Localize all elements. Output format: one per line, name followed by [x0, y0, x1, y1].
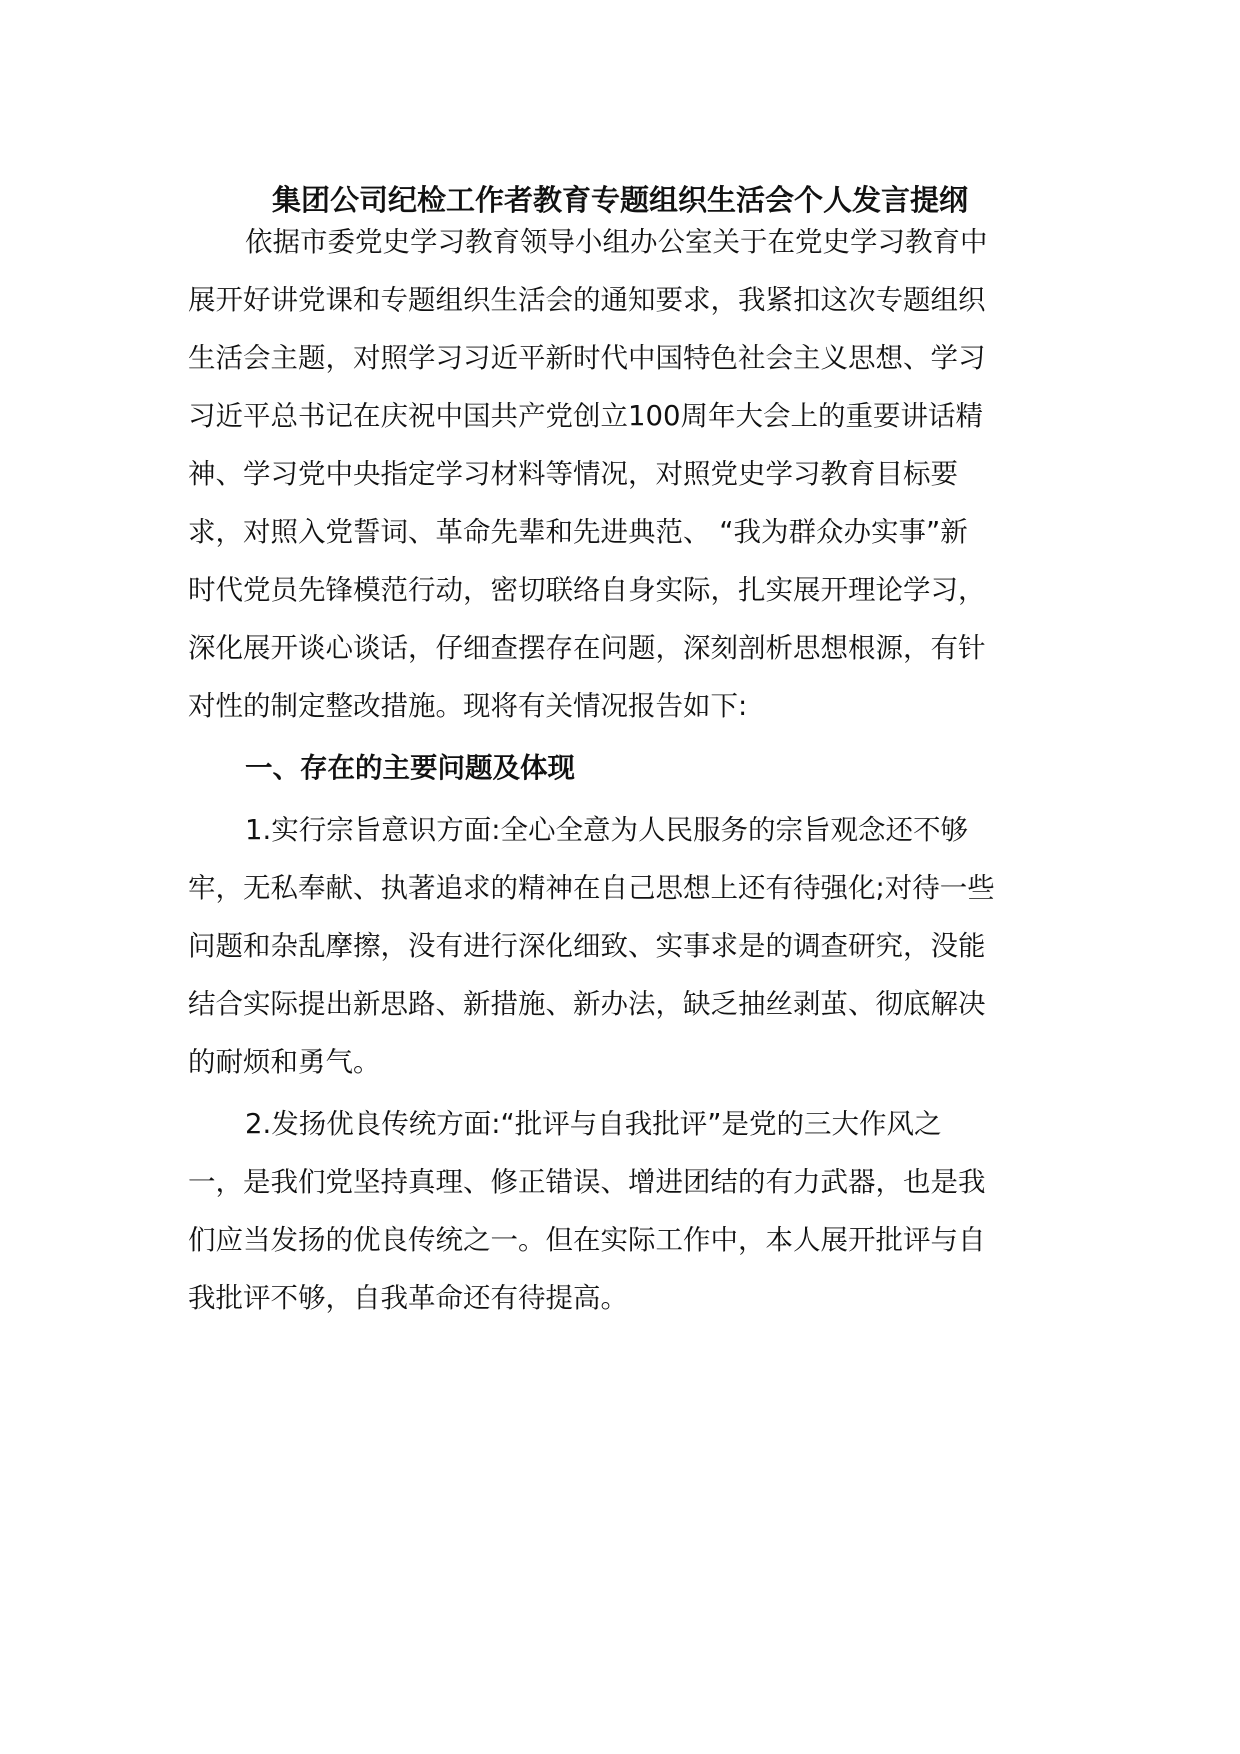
intro-paragraph-line: 神、学习党中央指定学习材料等情况，对照党史学习教育目标要	[188, 458, 958, 490]
item1-paragraph-line: 的耐烦和勇气。	[188, 1046, 381, 1078]
intro-paragraph-line: 生活会主题，对照学习习近平新时代中国特色社会主义思想、学习	[188, 342, 986, 374]
document-title: 集团公司纪检工作者教育专题组织生活会个人发言提纲	[271, 183, 968, 217]
section-heading: 一、存在的主要问题及体现	[245, 752, 575, 784]
intro-paragraph-line: 习近平总书记在庆祝中国共产党创立100周年大会上的重要讲话精	[188, 400, 983, 432]
item1-paragraph-line: 问题和杂乱摩擦，没有进行深化细致、实事求是的调查研究，没能	[188, 930, 986, 962]
item2-paragraph-line: 们应当发扬的优良传统之一。但在实际工作中，本人展开批评与自	[188, 1224, 986, 1256]
item1-paragraph-line: 牢，无私奉献、执著追求的精神在自己思想上还有待强化;对待一些	[188, 872, 995, 904]
intro-paragraph-line: 深化展开谈心谈话，仔细查摆存在问题，深刻剖析思想根源，有针	[188, 632, 986, 664]
item2-paragraph-line: 一，是我们党坚持真理、修正错误、增进团结的有力武器，也是我	[188, 1166, 986, 1198]
item1-paragraph-line: 1.实行宗旨意识方面:全心全意为人民服务的宗旨观念还不够	[245, 814, 969, 846]
intro-paragraph-line: 求，对照入党誓词、革命先辈和先进典范、 “我为群众办实事”新	[188, 516, 968, 548]
item1-paragraph-line: 结合实际提出新思路、新措施、新办法，缺乏抽丝剥茧、彻底解决	[188, 988, 986, 1020]
intro-paragraph-line: 对性的制定整改措施。现将有关情况报告如下:	[188, 690, 748, 722]
intro-paragraph-line: 展开好讲党课和专题组织生活会的通知要求，我紧扣这次专题组织	[188, 284, 986, 316]
intro-paragraph-line: 时代党员先锋模范行动，密切联络自身实际，扎实展开理论学习，	[188, 574, 986, 606]
item2-paragraph-line: 2.发扬优良传统方面:“批评与自我批评”是党的三大作风之	[245, 1108, 942, 1140]
item2-paragraph-line: 我批评不够，自我革命还有待提高。	[188, 1282, 628, 1314]
intro-paragraph-line: 依据市委党史学习教育领导小组办公室关于在党史学习教育中	[245, 226, 988, 258]
